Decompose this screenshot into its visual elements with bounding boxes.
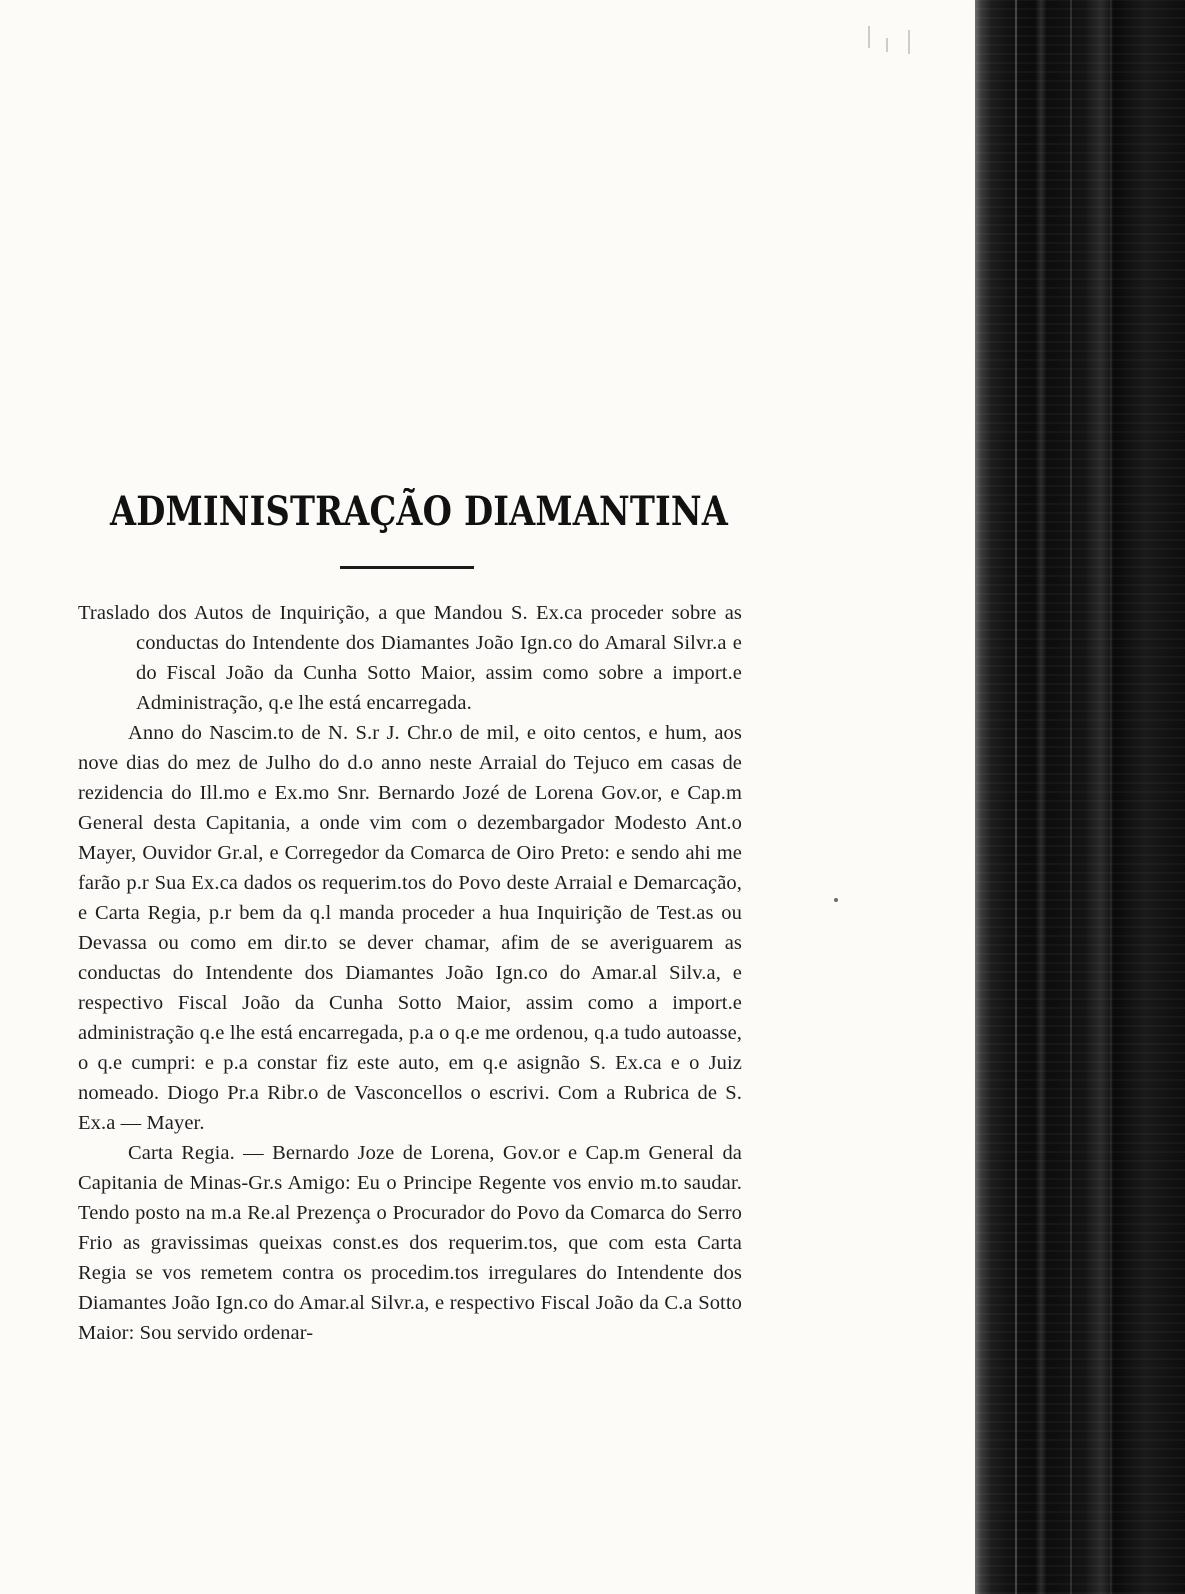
paragraph-record: Anno do Nascim.to de N. S.r J. Chr.o de mil, e oito centos, e hum, aos nove dias do mez de Julho do d.o anno neste Arraial do Tejuco em casas de rezidencia do Ill.mo e Ex.mo Snr. Bernardo Jozé de Lorena Gov.or, e Cap.m General desta Capitania, a onde vim com o dezembargador Modesto Ant.o Mayer, Ouvidor Gr.al, e Corregedor da Comarca de Oiro Preto: e sendo ahi me farão p.r Sua Ex.ca dados os requerim.tos do Povo deste Arraial e Demarcação, e Carta Regia, p.r bem da q.l manda proceder a hua Inquirição de Test.as ou Devassa ou como em dir.to se dever chamar, afim de se averiguarem as conductas do Intendente dos Diamantes João Ign.co do Amar.al Silv.a, e respectivo Fiscal João da Cunha Sotto Maior, assim como a import.e administração q.e lhe está encarregada, p.a o q.e me ordenou, q.a tudo autoasse, o q.e cumpri: e p.a constar fiz este auto, em q.e asignão S. Ex.ca e o Juiz nomeado. Diogo Pr.a Ribr.o de Vasconcellos o escrivi. Com a Rubrica de S. Ex.a — Mayer. xyxy=(78,722,742,1134)
document-title: ADMINISTRAÇÃO DIAMANTINA xyxy=(110,488,729,535)
book-spine xyxy=(975,0,1185,1594)
paragraph-carta-regia: Carta Regia. — Bernardo Joze de Lorena, Gov.or e Cap.m General da Capitania de Minas-Gr.s Amigo: Eu o Principe Regente vos envio m.to saudar. Tendo posto na m.a Re.al Prezença o Procurador do Povo da Comarca do Serro Frio as gravissimas queixas const.es dos requerim.tos, que com esta Carta Regia se vos remetem contra os procedim.tos irregulares do Intendente dos Diamantes João Ign.co do Amar.al Silvr.a, e respectivo Fiscal João da C.a Sotto Maior: Sou servido ordenar- xyxy=(78,1142,742,1344)
paragraph-transcript-heading: Traslado dos Autos de Inquirição, a que Mandou S. Ex.ca proceder sobre as conductas do Intendente dos Diamantes João Ign.co do Amaral Silvr.a e do Fiscal João da Cunha Sotto Maior, assim como sobre a import.e Administração, q.e lhe está encarregada. xyxy=(78,602,742,714)
ink-smudge xyxy=(834,898,838,902)
title-rule xyxy=(340,566,474,569)
margin-mark xyxy=(858,18,928,68)
document-body xyxy=(78,598,742,1348)
